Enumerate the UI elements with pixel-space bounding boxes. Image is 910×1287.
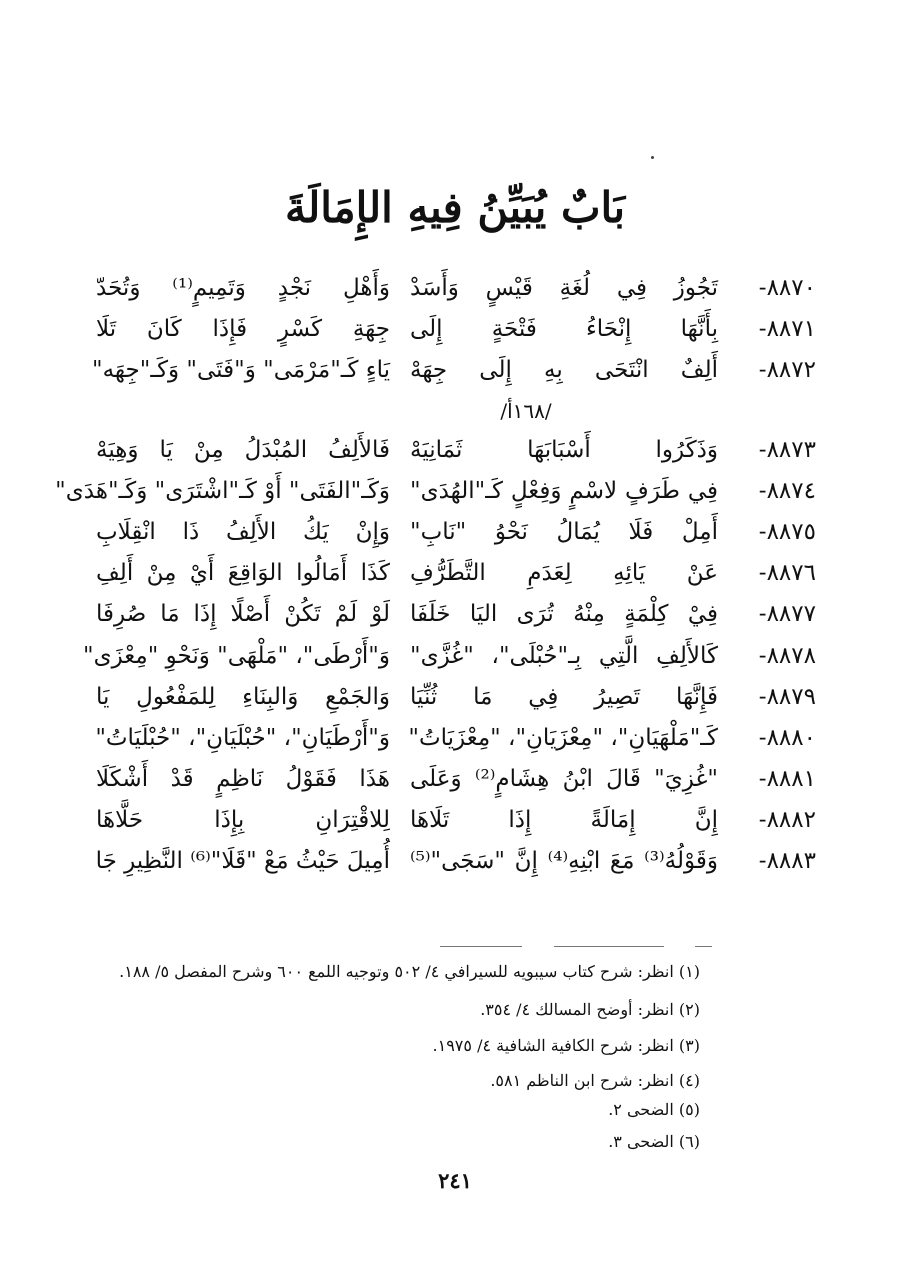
verse-second-hemistich: جِهَةِ كَسْرٍ فَإِذَا كَانَ تَلَا	[96, 316, 390, 343]
verse-number: ٨٨٧٧-	[758, 601, 816, 628]
footnote-divider	[440, 946, 522, 947]
verse-number: ٨٨٧٠-	[758, 275, 816, 301]
verse-first-hemistich: فِي طَرَفٍ لاسْمٍ وَفِعْلٍ كَـ"الهُدَى"	[410, 477, 718, 504]
verse-line	[96, 800, 816, 841]
manuscript-folio-marker: /١٦٨أ/	[500, 398, 552, 423]
verse-number: ٨٨٧٤-	[758, 477, 816, 504]
verse-line	[96, 553, 816, 594]
verse-line	[96, 512, 816, 553]
verse-number: ٨٨٧٩-	[758, 683, 816, 710]
verse-number: ٨٨٧٥-	[758, 518, 816, 545]
footnote-divider	[554, 946, 664, 947]
verse-second-hemistich: وَكَـ"الفَتَى" أَوْ كَـ"اشْتَرَى" وَكَـ"هَدَى"	[55, 477, 390, 504]
verse-first-hemistich: عَنْ يَائِهِ لِعَدَمِ التَّطَرُّفِ	[410, 560, 718, 587]
verse-first-hemistich: أَمِلْ فَلَا يُمَالُ نَحْوُ "نَابِ"	[410, 518, 718, 545]
verse-line	[96, 718, 816, 759]
footnote: (٣) انظر: شرح الكافية الشافية ٤/ ١٩٧٥.	[432, 1036, 700, 1055]
footnote: (٤) انظر: شرح ابن الناظم ٥٨١.	[490, 1071, 700, 1090]
verse-line	[96, 268, 816, 309]
verse-second-hemistich: هَذَا فَقَوْلُ نَاظِمٍ قَدْ أَشْكَلَا	[96, 766, 390, 793]
footnote: (١) انظر: شرح كتاب سيبويه للسيرافي ٤/ ٥٠٢ وتوجيه اللمع ٦٠٠ وشرح المفصل ٥/ ١٨٨.	[119, 962, 700, 981]
footnote: (٦) الضحى ٣.	[608, 1132, 700, 1151]
verse-second-hemistich: يَاءٍ كَـ"مَرْمَى" وَ"فَتَى" وَكَـ"جِهَه"	[92, 357, 390, 384]
verse-list	[55, 268, 816, 883]
verse-line	[96, 309, 816, 350]
verse-first-hemistich: وَذَكَرُوا أَسْبَابَهَا ثَمَانِيَهْ	[410, 436, 718, 463]
verse-first-hemistich: أَلِفٌ انْتَحَى بِهِ إِلَى جِهَهْ	[410, 357, 718, 384]
verse-second-hemistich: وَالجَمْعِ وَالبِنَاءِ لِلمَفْعُولِ يَا	[96, 683, 390, 710]
verse-line	[96, 430, 816, 471]
verse-line	[96, 594, 816, 635]
verse-number: ٨٨٧٢-	[758, 357, 816, 384]
verse-number: ٨٨٨١-	[758, 766, 816, 793]
verse-second-hemistich: كَذَا أَمَالُوا الوَاقِعَ أَيْ مِنْ أَلِفِ	[96, 560, 390, 587]
verse-first-hemistich: تَجُوزُ فِي لُغَةِ قَيْسٍ وَأَسَدْ	[410, 275, 718, 301]
verse-number: ٨٨٨٠-	[758, 724, 816, 751]
verse-second-hemistich: أُمِيلَ حَيْثُ مَعْ "قَلَا"⁽⁶⁾ النَّظِيرِ جَا	[95, 848, 390, 875]
verse-first-hemistich: إِنَّ إِمَالَةً إِذَا تَلَاهَا	[410, 807, 718, 834]
verse-line	[96, 841, 816, 882]
verse-second-hemistich: وَأَهْلِ نَجْدٍ وَتَمِيمٍ⁽¹⁾ وَتُحَدّ	[96, 275, 390, 301]
verse-line	[83, 636, 816, 677]
page-number: ٢٤١	[438, 1168, 472, 1193]
verse-first-hemistich: وَقَوْلُهُ⁽³⁾ مَعَ ابْنِهِ⁽⁴⁾ إِنَّ "سَجَى"⁽⁵⁾	[410, 848, 718, 875]
speck-mark	[651, 156, 654, 159]
verse-second-hemistich: وَإِنْ يَكُ الأَلِفُ ذَا انْقِلَابِ	[96, 518, 390, 545]
verse-first-hemistich: فَإِنَّهَا تَصِيرُ فِي مَا ثُنِّيَا	[410, 683, 718, 710]
verse-number: ٨٨٧١-	[758, 316, 816, 343]
verse-line	[96, 677, 816, 718]
verse-first-hemistich: "غُزِيَ" قَالَ ابْنُ هِشَامٍ⁽²⁾ وَعَلَى	[410, 766, 718, 793]
verse-first-hemistich: بِأَنَّهَا إِنْحَاءُ فَتْحَةٍ إِلَى	[410, 316, 718, 343]
verse-first-hemistich: كَـ"مَلْهَيَانِ"، "مِعْزَيَانِ"، "مِعْزَيَاتُ"	[408, 724, 718, 751]
verse-line	[55, 471, 816, 512]
chapter-title: بَابٌ يُبَيِّنُ فِيهِ الإِمَالَةَ	[284, 183, 626, 232]
verse-number: ٨٨٧٦-	[758, 560, 816, 587]
verse-number: ٨٨٨٢-	[758, 807, 816, 834]
verse-second-hemistich: لَوْ لَمْ تَكُنْ أَصْلًا إِذَا مَا صُرِفَا	[96, 601, 390, 628]
footnote: (٥) الضحى ٢.	[608, 1100, 700, 1119]
verse-second-hemistich: وَ"أَرْطَيَانِ"، "حُبْلَيَانِ"، "حُبْلَيَاتُ"	[95, 724, 390, 751]
verse-number: ٨٨٨٣-	[758, 848, 816, 875]
verse-second-hemistich: وَ"أَرْطَى"، "مَلْهَى" وَنَحْوِ "مِعْزَى"	[83, 642, 390, 669]
verse-number: ٨٨٧٣-	[758, 436, 816, 463]
verse-first-hemistich: فِيْ كِلْمَةٍ مِنْهُ تُرَى اليَا خَلَفَا	[410, 601, 718, 628]
verse-second-hemistich: فَالأَلِفُ المُبْدَلُ مِنْ يَا وَهِيَهْ	[96, 436, 390, 463]
verse-line	[96, 759, 816, 800]
verse-number: ٨٨٧٨-	[758, 642, 816, 669]
verse-second-hemistich: لِلاقْتِرَانِ بِإِذَا حَلَّاهَا	[96, 807, 390, 834]
footnote: (٢) انظر: أوضح المسالك ٤/ ٣٥٤.	[480, 1000, 700, 1019]
footnote-divider	[695, 946, 712, 947]
verse-line	[92, 350, 816, 391]
verse-first-hemistich: كَالأَلِفِ الَّتِي بِـ"حُبْلَى"، "غُزَّى"	[410, 642, 718, 669]
